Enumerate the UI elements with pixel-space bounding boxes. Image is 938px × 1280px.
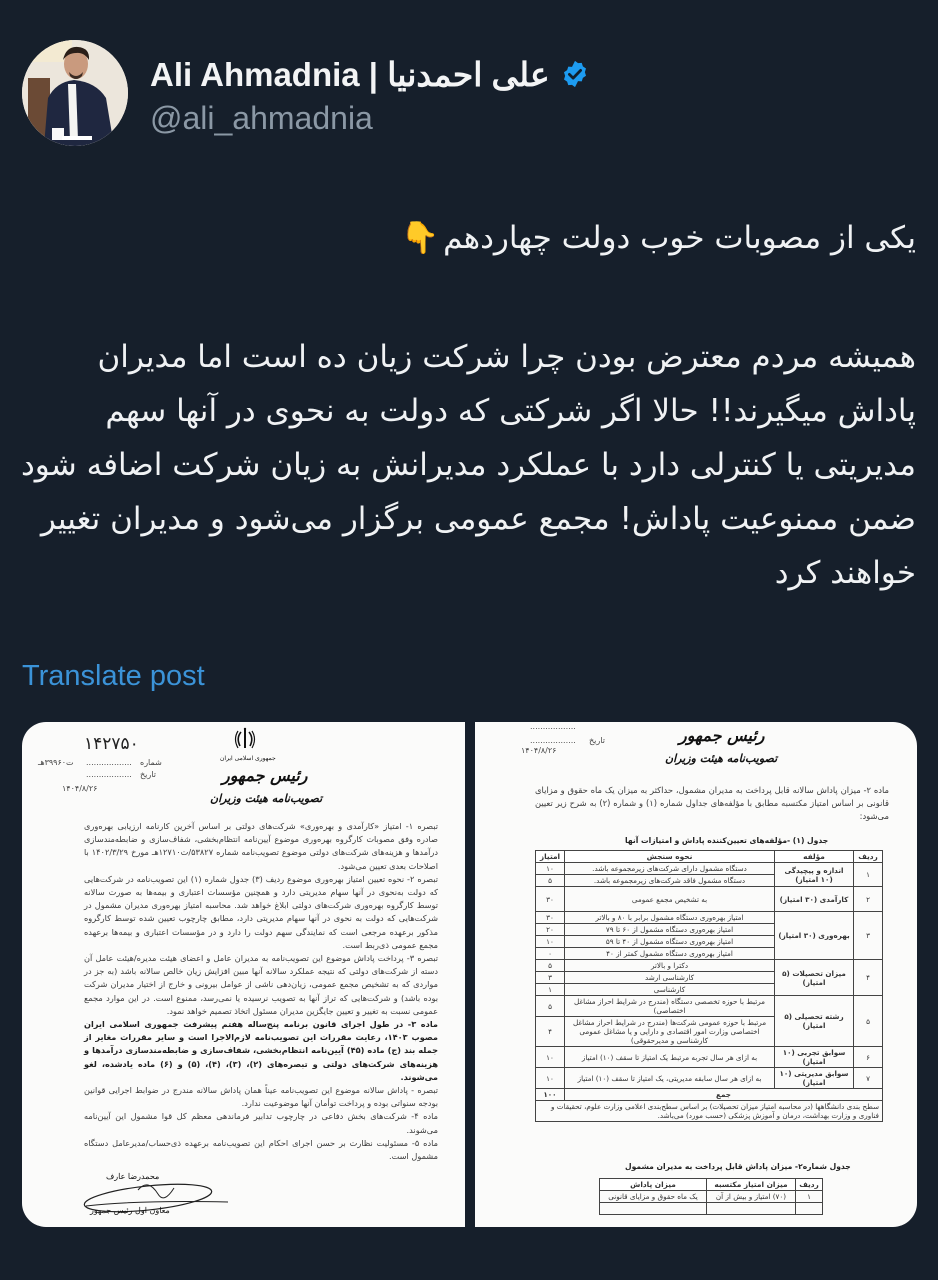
document-number: ۱۴۲۷۵۰ (84, 734, 139, 754)
iran-emblem-icon (232, 726, 258, 752)
col-header: نحوه سنجش (565, 851, 775, 863)
verified-badge-icon (560, 59, 590, 89)
document-date: ۱۴۰۴/۸/۲۶ (62, 784, 98, 793)
table-row: امتیاز بهره‌وری دستگاه مشمول از ۴۰ تا ۵۹ ۱۰ (536, 936, 883, 948)
table-row: ۱ اندازه و پیچیدگی (۱۰ امتیاز) دستگاه مشمول دارای شرکت‌های زیرمجموعه باشد. ۱۰ (536, 863, 883, 875)
table-row: دستگاه مشمول فاقد شرکت‌های زیرمجموعه باشد. ۵ (536, 875, 883, 887)
article-2-paragraph: ماده ۲- میزان پاداش سالانه قابل پرداخت به مدیران مشمول، حداکثر به میزان یک ماه حقوق و مزایای قانونی بر اساس امتیاز مکتسبه مطابق با مؤلفه‌های جداول شماره (۱) و شماره (۲) به شرح زیر تعیین می‌شود: (535, 785, 889, 821)
col-header: مؤلفه (775, 851, 854, 863)
document-image-right[interactable] (475, 722, 917, 1227)
avatar-photo (22, 40, 128, 146)
document-subtitle: تصویب‌نامه هیئت وزیران (665, 752, 778, 765)
table-row: امتیاز بهره‌وری دستگاه مشمول کمتر از ۴۰ ۰ (536, 948, 883, 960)
number-dots: .................. (530, 722, 576, 731)
col-header: میزان پاداش (600, 1179, 707, 1191)
document-image-left[interactable] (22, 722, 465, 1227)
table-row: ۱ (۷۰) امتیاز و بیش از آن یک ماه حقوق و مزایای قانونی (600, 1191, 823, 1203)
table-2-reward-amounts (599, 1178, 823, 1215)
col-header: ردیف (796, 1179, 823, 1191)
table-1-components (535, 850, 883, 1122)
paragraph: تبصره - پاداش سالانه موضوع این تصویب‌نامه عیناً همان پاداش سالانه مندرج در ضوابط اجرایی قوانین بودجه سنواتی بوده و پرداخت توأمان آنها موضوعیت ندارد. (84, 1085, 438, 1109)
table-total-row: جمع ۱۰۰ (536, 1089, 883, 1101)
left-doc-paragraphs (84, 820, 438, 1163)
table-row: ۲ کارآمدی (۳۰ امتیاز) به تشخیص مجمع عمومی ۳۰ (536, 887, 883, 912)
table-row: امتیاز بهره‌وری دستگاه مشمول از ۶۰ تا ۷۹ ۲۰ (536, 924, 883, 936)
number-dots: .................. (86, 758, 132, 767)
first-line-text: یکی از مصوبات خوب دولت چهاردهم (443, 220, 916, 256)
table-row: ۴ میزان تحصیلات (۵ امتیاز) دکترا و بالاتر ۵ (536, 960, 883, 972)
table-row: کارشناسی ۱ (536, 984, 883, 996)
date-label: تاریخ (140, 770, 156, 779)
date-dots: .................. (530, 736, 576, 745)
date-label: تاریخ (589, 736, 605, 745)
table-footnote-row: سطح بندی دانشگاهها (در محاسبه امتیاز میزان تحصیلات) بر اساس سطح‌بندی اعلامی وزارت علوم، تحقیقات و فناوری و وزارت بهداشت، درمان و آموزش پزشکی (حسب مورد) می‌باشد. (536, 1101, 883, 1122)
emblem-caption: جمهوری اسلامی ایران (220, 755, 276, 762)
table-row: ۶ سوابق تجربی (۱۰ امتیاز) به ازای هر سال تجربه مرتبط یک امتیاز تا سقف (۱۰) امتیاز ۱۰ (536, 1047, 883, 1068)
document-title: رئیس جمهور (222, 766, 308, 785)
col-header: امتیاز (536, 851, 565, 863)
table2-caption: جدول شماره۲- میزان پاداش قابل پرداخت به مدیران مشمول (625, 1162, 851, 1171)
number-label: شماره (140, 758, 162, 767)
author-handle[interactable]: @ali_ahmadnia (150, 100, 373, 136)
table-row: ۷ سوابق مدیریتی (۱۰ امتیاز) به ازای هر سال سابقه مدیریتی، یک امتیاز تا سقف (۱۰) امتیاز ۱۰ (536, 1068, 883, 1089)
table1-caption: جدول (۱) -مؤلفه‌های تعیین‌کننده پاداش و امتیازات آنها (625, 836, 829, 845)
paragraph: تبصره ۳- پرداخت پاداش موضوع این تصویب‌نامه به مدیران عامل و اعضای هیئت مدیره/هیئت عامل آن دسته از شرکت‌های دولتی که نتیجه عملکرد سالانه آنها مبین افزایش زیان خالص سالانه باشد (به جز در مواردی که به تشخیص مجمع عمومی، زیان‌دهی ناشی از عوامل بیرونی و خارج از اختیار مدیران شرکت بوده باشد) و شرکت‌هایی که تراز آنها به تصویب نرسیده یا نمی‌رسد، ممنوع است. در این موارد مجمع عمومی نسبت به تغییر و تعیین جایگزین مدیران مسئول اتخاذ تصمیم خواهد نمود. (84, 953, 438, 1016)
table-row: ۳ بهره‌وری (۳۰ امتیاز) امتیاز بهره‌وری دستگاه مشمول برابر با ۸۰ و بالاتر ۳۰ (536, 912, 883, 924)
author-display-name[interactable]: Ali Ahmadnia | علی احمدنیا (150, 55, 550, 93)
table-row: ۵ رشته تحصیلی (۵ امتیاز) مرتبط با حوزه تخصصی دستگاه (مندرج در شرایط احراز مشاغل اختصاصی) ۵ (536, 996, 883, 1017)
document-ref: ت۳۹۹۶۰هـ (38, 758, 74, 767)
document-title: رئیس جمهور (679, 726, 765, 745)
post-first-line (16, 212, 916, 264)
document-date: ۱۴۰۴/۸/۲۶ (521, 746, 557, 755)
avatar[interactable] (22, 40, 128, 146)
col-header: میزان امتیاز مکتسبه (707, 1179, 796, 1191)
date-dots: .................. (86, 770, 132, 779)
signature-name: محمدرضا عارف (106, 1172, 160, 1181)
col-header: ردیف (854, 851, 883, 863)
translate-post-link[interactable]: Translate post (22, 660, 205, 692)
signature-title: معاون اول رئیس جمهور (90, 1206, 170, 1215)
pointing-down-emoji-icon: 👇 (400, 220, 440, 256)
post-body: همیشه مردم معترض بودن چرا شرکت زیان ده است اما مدیران پاداش میگیرند!! حالا اگر شرکتی که دولت به نحوی در آنها سهم مدیریتی یا کنترلی دارد با عملکرد مدیرانش به زیان شرکت اضافه شود ضمن ممنوعیت پاداش! مجمع عمومی برگزار می‌شود و مدیران تغییر خواهند کرد (20, 339, 916, 591)
document-subtitle: تصویب‌نامه هیئت وزیران (210, 792, 323, 805)
table-row: مرتبط با حوزه عمومی شرکت‌ها (مندرج در شرایط احراز مشاغل اختصاصی وزارت امور اقتصادی و دارایی و یا مشاغل عمومی کارشناسی و مدیرحقوقی) ۴ (536, 1017, 883, 1047)
paragraph: ماده ۳- در طول اجرای قانون برنامه پنج‌ساله هفتم پیشرفت جمهوری اسلامی ایران مصوب ۱۴۰۳، رعایت مقررات این تصویب‌نامه لازم‌الاجرا است و سایر مقررات مغایر از جمله بند (ج) ماده (۴۵) آیین‌نامه انتظام‌بخشی، شفاف‌سازی و ضابطه‌مندسازی درآمدها و هزینه‌های شرکت‌های دولتی و تبصره‌های (۲)، (۳)، (۴)، (۵) و (۶) ماده یادشده، لغو می‌شوند. (84, 1019, 439, 1082)
paragraph: ماده ۴- شرکت‌های بخش دفاعی در چارچوب تدابیر فرماندهی معظم کل قوا مشمول این آیین‌نامه می‌شوند. (84, 1111, 438, 1135)
table-row: کارشناسی ارشد ۳ (536, 972, 883, 984)
paragraph: ماده ۵- مسئولیت نظارت بر حسن اجرای احکام این تصویب‌نامه برعهده ذی‌حساب/مدیرعامل دستگاه مشمول است. (84, 1137, 438, 1162)
media-grid (22, 722, 917, 1227)
paragraph: تبصره ۲- نحوه تعیین امتیاز بهره‌وری موضوع ردیف (۳) جدول شماره (۱) این تصویب‌نامه در شرکت‌هایی که دولت به‌نحوی در آنها سهام مدیریتی دارد و همچنین مؤسسات اعتباری و بیمه‌ها به صورت سالانه توسط کارگروه بهره‌وری شرکت‌های دولتی ابلاغ خواهد شد. محاسبه امتیاز بهره‌وری مدیران مشمول در شرکت‌هایی که دولت به نحوی در آنها سهام مدیریتی دارد، مطابق چارچوب تعیین شده توسط کارگروه مذکور برعهده مرجعی است که نمایندگی سهم دولت را دارد و در مؤسسات اعتباری و بیمه‌ها برعهده مجمع عمومی ذی‌ربط است. (84, 873, 439, 950)
post-header (22, 40, 922, 150)
table-row (600, 1203, 823, 1215)
paragraph: تبصره ۱- امتیاز «کارآمدی و بهره‌وری» شرکت‌های دولتی بر اساس آخرین کارنامه ارزیابی بهره‌وری صادره وفق مصوبات کارگروه بهره‌وری موضوع آیین‌نامه انتظام‌بخشی، شفاف‌سازی و ضابطه‌مندسازی درآمدها و هزینه‌های شرکت‌های دولتی موضوع تصویب‌نامه شماره ۵۳۸۲۷/ت۱۲۷۱۰هـ مورخ ۱۴۰۲/۳/۲۹ با اصلاحات بعدی تعیین می‌شود. (84, 821, 438, 871)
